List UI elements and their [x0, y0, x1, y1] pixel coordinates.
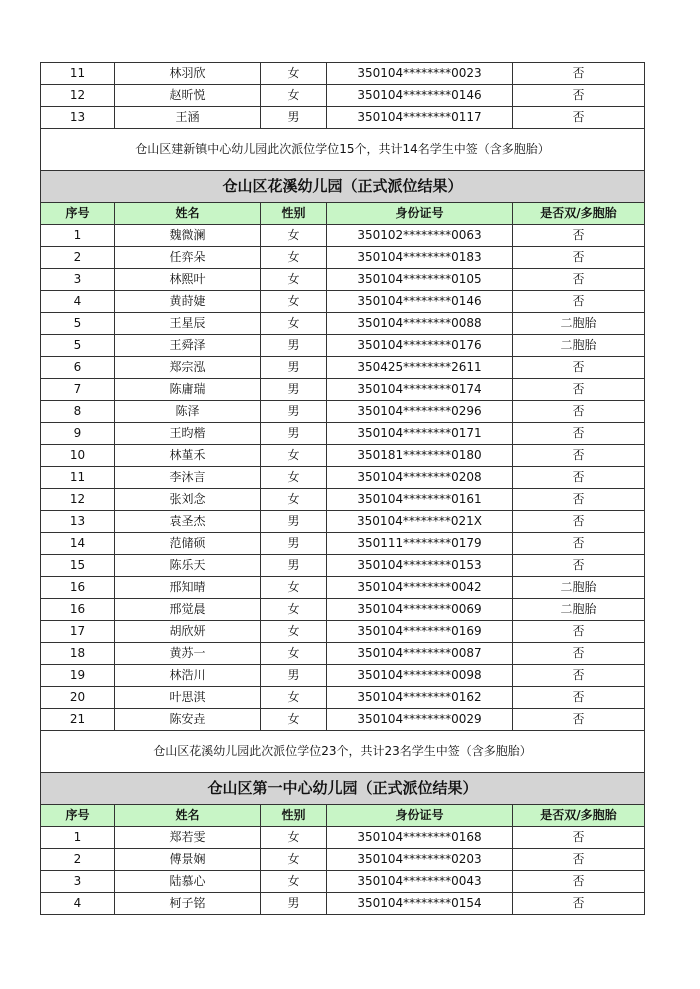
- cell-gender: 女: [261, 85, 327, 107]
- cell-gender: 女: [261, 871, 327, 893]
- cell-id: 350104********0069: [327, 599, 513, 621]
- table-row: [41, 533, 645, 555]
- cell-twin: 否: [513, 63, 645, 85]
- cell-seq: 16: [41, 577, 115, 599]
- cell-name: 袁圣杰: [115, 511, 261, 533]
- column-header: 是否双/多胞胎: [513, 805, 645, 827]
- cell-name: 林堇禾: [115, 445, 261, 467]
- cell-twin: 否: [513, 357, 645, 379]
- cell-gender: 女: [261, 687, 327, 709]
- cell-gender: 女: [261, 849, 327, 871]
- section-title: 仓山区花溪幼儿园（正式派位结果）: [41, 171, 645, 203]
- cell-twin: 否: [513, 445, 645, 467]
- cell-twin: 否: [513, 247, 645, 269]
- section-summary: 仓山区花溪幼儿园此次派位学位23个，共计23名学生中签（含多胞胎）: [41, 731, 645, 773]
- cell-seq: 3: [41, 871, 115, 893]
- column-header: 姓名: [115, 805, 261, 827]
- cell-seq: 2: [41, 849, 115, 871]
- cell-twin: 否: [513, 849, 645, 871]
- table-row: [41, 709, 645, 731]
- cell-name: 任弈朵: [115, 247, 261, 269]
- cell-id: 350104********0169: [327, 621, 513, 643]
- cell-seq: 18: [41, 643, 115, 665]
- cell-seq: 2: [41, 247, 115, 269]
- cell-twin: 否: [513, 107, 645, 129]
- table-row: [41, 621, 645, 643]
- cell-id: 350104********0098: [327, 665, 513, 687]
- table-row: [41, 489, 645, 511]
- cell-gender: 女: [261, 445, 327, 467]
- cell-gender: 男: [261, 107, 327, 129]
- cell-gender: 女: [261, 291, 327, 313]
- cell-name: 王涵: [115, 107, 261, 129]
- cell-id: 350104********0296: [327, 401, 513, 423]
- cell-twin: 否: [513, 893, 645, 915]
- cell-twin: 否: [513, 269, 645, 291]
- table-row: [41, 225, 645, 247]
- cell-gender: 女: [261, 827, 327, 849]
- cell-id: 350104********0117: [327, 107, 513, 129]
- table-row: [41, 665, 645, 687]
- cell-twin: 否: [513, 85, 645, 107]
- cell-name: 林羽欣: [115, 63, 261, 85]
- table-row: [41, 379, 645, 401]
- table-row: [41, 687, 645, 709]
- cell-id: 350104********0029: [327, 709, 513, 731]
- cell-gender: 男: [261, 665, 327, 687]
- cell-twin: 否: [513, 401, 645, 423]
- cell-name: 郑若雯: [115, 827, 261, 849]
- cell-seq: 7: [41, 379, 115, 401]
- cell-id: 350104********0087: [327, 643, 513, 665]
- cell-name: 邢觉晨: [115, 599, 261, 621]
- table-row: [41, 643, 645, 665]
- cell-seq: 1: [41, 225, 115, 247]
- cell-seq: 11: [41, 467, 115, 489]
- column-header-row: [41, 203, 645, 225]
- cell-name: 陈泽: [115, 401, 261, 423]
- cell-name: 陈安垚: [115, 709, 261, 731]
- cell-id: 350104********0203: [327, 849, 513, 871]
- table-row: [41, 599, 645, 621]
- cell-gender: 男: [261, 893, 327, 915]
- cell-seq: 15: [41, 555, 115, 577]
- cell-seq: 5: [41, 313, 115, 335]
- cell-twin: 否: [513, 665, 645, 687]
- section-summary: 仓山区建新镇中心幼儿园此次派位学位15个，共计14名学生中签（含多胞胎）: [41, 129, 645, 171]
- cell-seq: 14: [41, 533, 115, 555]
- cell-seq: 12: [41, 85, 115, 107]
- results-document: [40, 62, 644, 915]
- table-row: [41, 269, 645, 291]
- results-table: [40, 62, 645, 915]
- cell-seq: 6: [41, 357, 115, 379]
- cell-twin: 否: [513, 827, 645, 849]
- cell-id: 350102********0063: [327, 225, 513, 247]
- table-row: [41, 555, 645, 577]
- cell-seq: 8: [41, 401, 115, 423]
- cell-id: 350104********0043: [327, 871, 513, 893]
- cell-id: 350104********0168: [327, 827, 513, 849]
- cell-gender: 女: [261, 269, 327, 291]
- cell-twin: 否: [513, 871, 645, 893]
- cell-id: 350425********2611: [327, 357, 513, 379]
- column-header: 性别: [261, 805, 327, 827]
- section-title-row: [41, 171, 645, 203]
- cell-id: 350104********0174: [327, 379, 513, 401]
- column-header: 姓名: [115, 203, 261, 225]
- cell-name: 王昀楷: [115, 423, 261, 445]
- section-title-row: [41, 773, 645, 805]
- cell-twin: 二胞胎: [513, 335, 645, 357]
- cell-seq: 19: [41, 665, 115, 687]
- table-row: [41, 107, 645, 129]
- cell-id: 350181********0180: [327, 445, 513, 467]
- cell-seq: 16: [41, 599, 115, 621]
- cell-seq: 5: [41, 335, 115, 357]
- column-header: 序号: [41, 203, 115, 225]
- column-header: 是否双/多胞胎: [513, 203, 645, 225]
- cell-gender: 女: [261, 247, 327, 269]
- column-header: 性别: [261, 203, 327, 225]
- cell-name: 陆慕心: [115, 871, 261, 893]
- cell-gender: 女: [261, 467, 327, 489]
- table-row: [41, 357, 645, 379]
- cell-gender: 男: [261, 423, 327, 445]
- table-row: [41, 849, 645, 871]
- cell-seq: 9: [41, 423, 115, 445]
- cell-name: 林浩川: [115, 665, 261, 687]
- cell-twin: 否: [513, 423, 645, 445]
- cell-seq: 13: [41, 107, 115, 129]
- cell-twin: 否: [513, 467, 645, 489]
- table-row: [41, 445, 645, 467]
- cell-id: 350104********0154: [327, 893, 513, 915]
- cell-id: 350104********0176: [327, 335, 513, 357]
- table-row: [41, 827, 645, 849]
- cell-gender: 女: [261, 577, 327, 599]
- cell-gender: 女: [261, 709, 327, 731]
- table-row: [41, 511, 645, 533]
- cell-twin: 否: [513, 489, 645, 511]
- table-row: [41, 63, 645, 85]
- cell-seq: 3: [41, 269, 115, 291]
- results-table-body: [41, 63, 645, 915]
- cell-id: 350104********0183: [327, 247, 513, 269]
- cell-name: 叶思淇: [115, 687, 261, 709]
- cell-gender: 女: [261, 489, 327, 511]
- section-title: 仓山区第一中心幼儿园（正式派位结果）: [41, 773, 645, 805]
- cell-twin: 否: [513, 511, 645, 533]
- cell-name: 林熙叶: [115, 269, 261, 291]
- cell-twin: 二胞胎: [513, 313, 645, 335]
- cell-twin: 二胞胎: [513, 599, 645, 621]
- cell-name: 李沐言: [115, 467, 261, 489]
- cell-name: 胡欣妍: [115, 621, 261, 643]
- summary-row: [41, 731, 645, 773]
- cell-seq: 12: [41, 489, 115, 511]
- table-row: [41, 85, 645, 107]
- cell-name: 黄苏一: [115, 643, 261, 665]
- cell-id: 350104********0162: [327, 687, 513, 709]
- table-row: [41, 893, 645, 915]
- cell-seq: 11: [41, 63, 115, 85]
- table-row: [41, 291, 645, 313]
- table-row: [41, 871, 645, 893]
- cell-name: 邢知晴: [115, 577, 261, 599]
- cell-twin: 否: [513, 709, 645, 731]
- cell-seq: 20: [41, 687, 115, 709]
- cell-gender: 男: [261, 511, 327, 533]
- cell-twin: 否: [513, 225, 645, 247]
- cell-id: 350104********0161: [327, 489, 513, 511]
- table-row: [41, 335, 645, 357]
- cell-name: 王星辰: [115, 313, 261, 335]
- cell-seq: 13: [41, 511, 115, 533]
- cell-seq: 10: [41, 445, 115, 467]
- cell-seq: 4: [41, 893, 115, 915]
- table-row: [41, 401, 645, 423]
- cell-name: 范储硕: [115, 533, 261, 555]
- cell-gender: 女: [261, 63, 327, 85]
- cell-name: 郑宗泓: [115, 357, 261, 379]
- cell-seq: 1: [41, 827, 115, 849]
- cell-id: 350104********0023: [327, 63, 513, 85]
- cell-gender: 女: [261, 225, 327, 247]
- cell-gender: 男: [261, 555, 327, 577]
- cell-twin: 否: [513, 621, 645, 643]
- cell-twin: 否: [513, 379, 645, 401]
- summary-row: [41, 129, 645, 171]
- cell-id: 350104********0153: [327, 555, 513, 577]
- cell-name: 陈庸瑞: [115, 379, 261, 401]
- cell-id: 350104********0146: [327, 85, 513, 107]
- cell-twin: 否: [513, 643, 645, 665]
- cell-twin: 否: [513, 533, 645, 555]
- cell-id: 350104********0105: [327, 269, 513, 291]
- cell-name: 黄莳婕: [115, 291, 261, 313]
- table-row: [41, 423, 645, 445]
- column-header: 身份证号: [327, 203, 513, 225]
- cell-gender: 男: [261, 401, 327, 423]
- table-row: [41, 467, 645, 489]
- column-header: 身份证号: [327, 805, 513, 827]
- cell-name: 陈乐天: [115, 555, 261, 577]
- cell-seq: 4: [41, 291, 115, 313]
- cell-name: 赵昕悦: [115, 85, 261, 107]
- cell-twin: 否: [513, 687, 645, 709]
- cell-gender: 男: [261, 357, 327, 379]
- cell-id: 350104********0171: [327, 423, 513, 445]
- cell-seq: 17: [41, 621, 115, 643]
- cell-twin: 二胞胎: [513, 577, 645, 599]
- cell-id: 350104********0146: [327, 291, 513, 313]
- cell-seq: 21: [41, 709, 115, 731]
- cell-gender: 女: [261, 621, 327, 643]
- cell-gender: 女: [261, 313, 327, 335]
- cell-id: 350104********0088: [327, 313, 513, 335]
- cell-name: 王舜泽: [115, 335, 261, 357]
- cell-gender: 男: [261, 379, 327, 401]
- cell-name: 柯子铭: [115, 893, 261, 915]
- cell-name: 魏微澜: [115, 225, 261, 247]
- cell-name: 傅景娴: [115, 849, 261, 871]
- cell-id: 350111********0179: [327, 533, 513, 555]
- cell-id: 350104********021X: [327, 511, 513, 533]
- cell-gender: 男: [261, 335, 327, 357]
- column-header-row: [41, 805, 645, 827]
- cell-twin: 否: [513, 555, 645, 577]
- table-row: [41, 577, 645, 599]
- cell-gender: 女: [261, 599, 327, 621]
- cell-gender: 男: [261, 533, 327, 555]
- table-row: [41, 313, 645, 335]
- cell-id: 350104********0042: [327, 577, 513, 599]
- column-header: 序号: [41, 805, 115, 827]
- cell-name: 张刘念: [115, 489, 261, 511]
- table-row: [41, 247, 645, 269]
- cell-gender: 女: [261, 643, 327, 665]
- cell-twin: 否: [513, 291, 645, 313]
- cell-id: 350104********0208: [327, 467, 513, 489]
